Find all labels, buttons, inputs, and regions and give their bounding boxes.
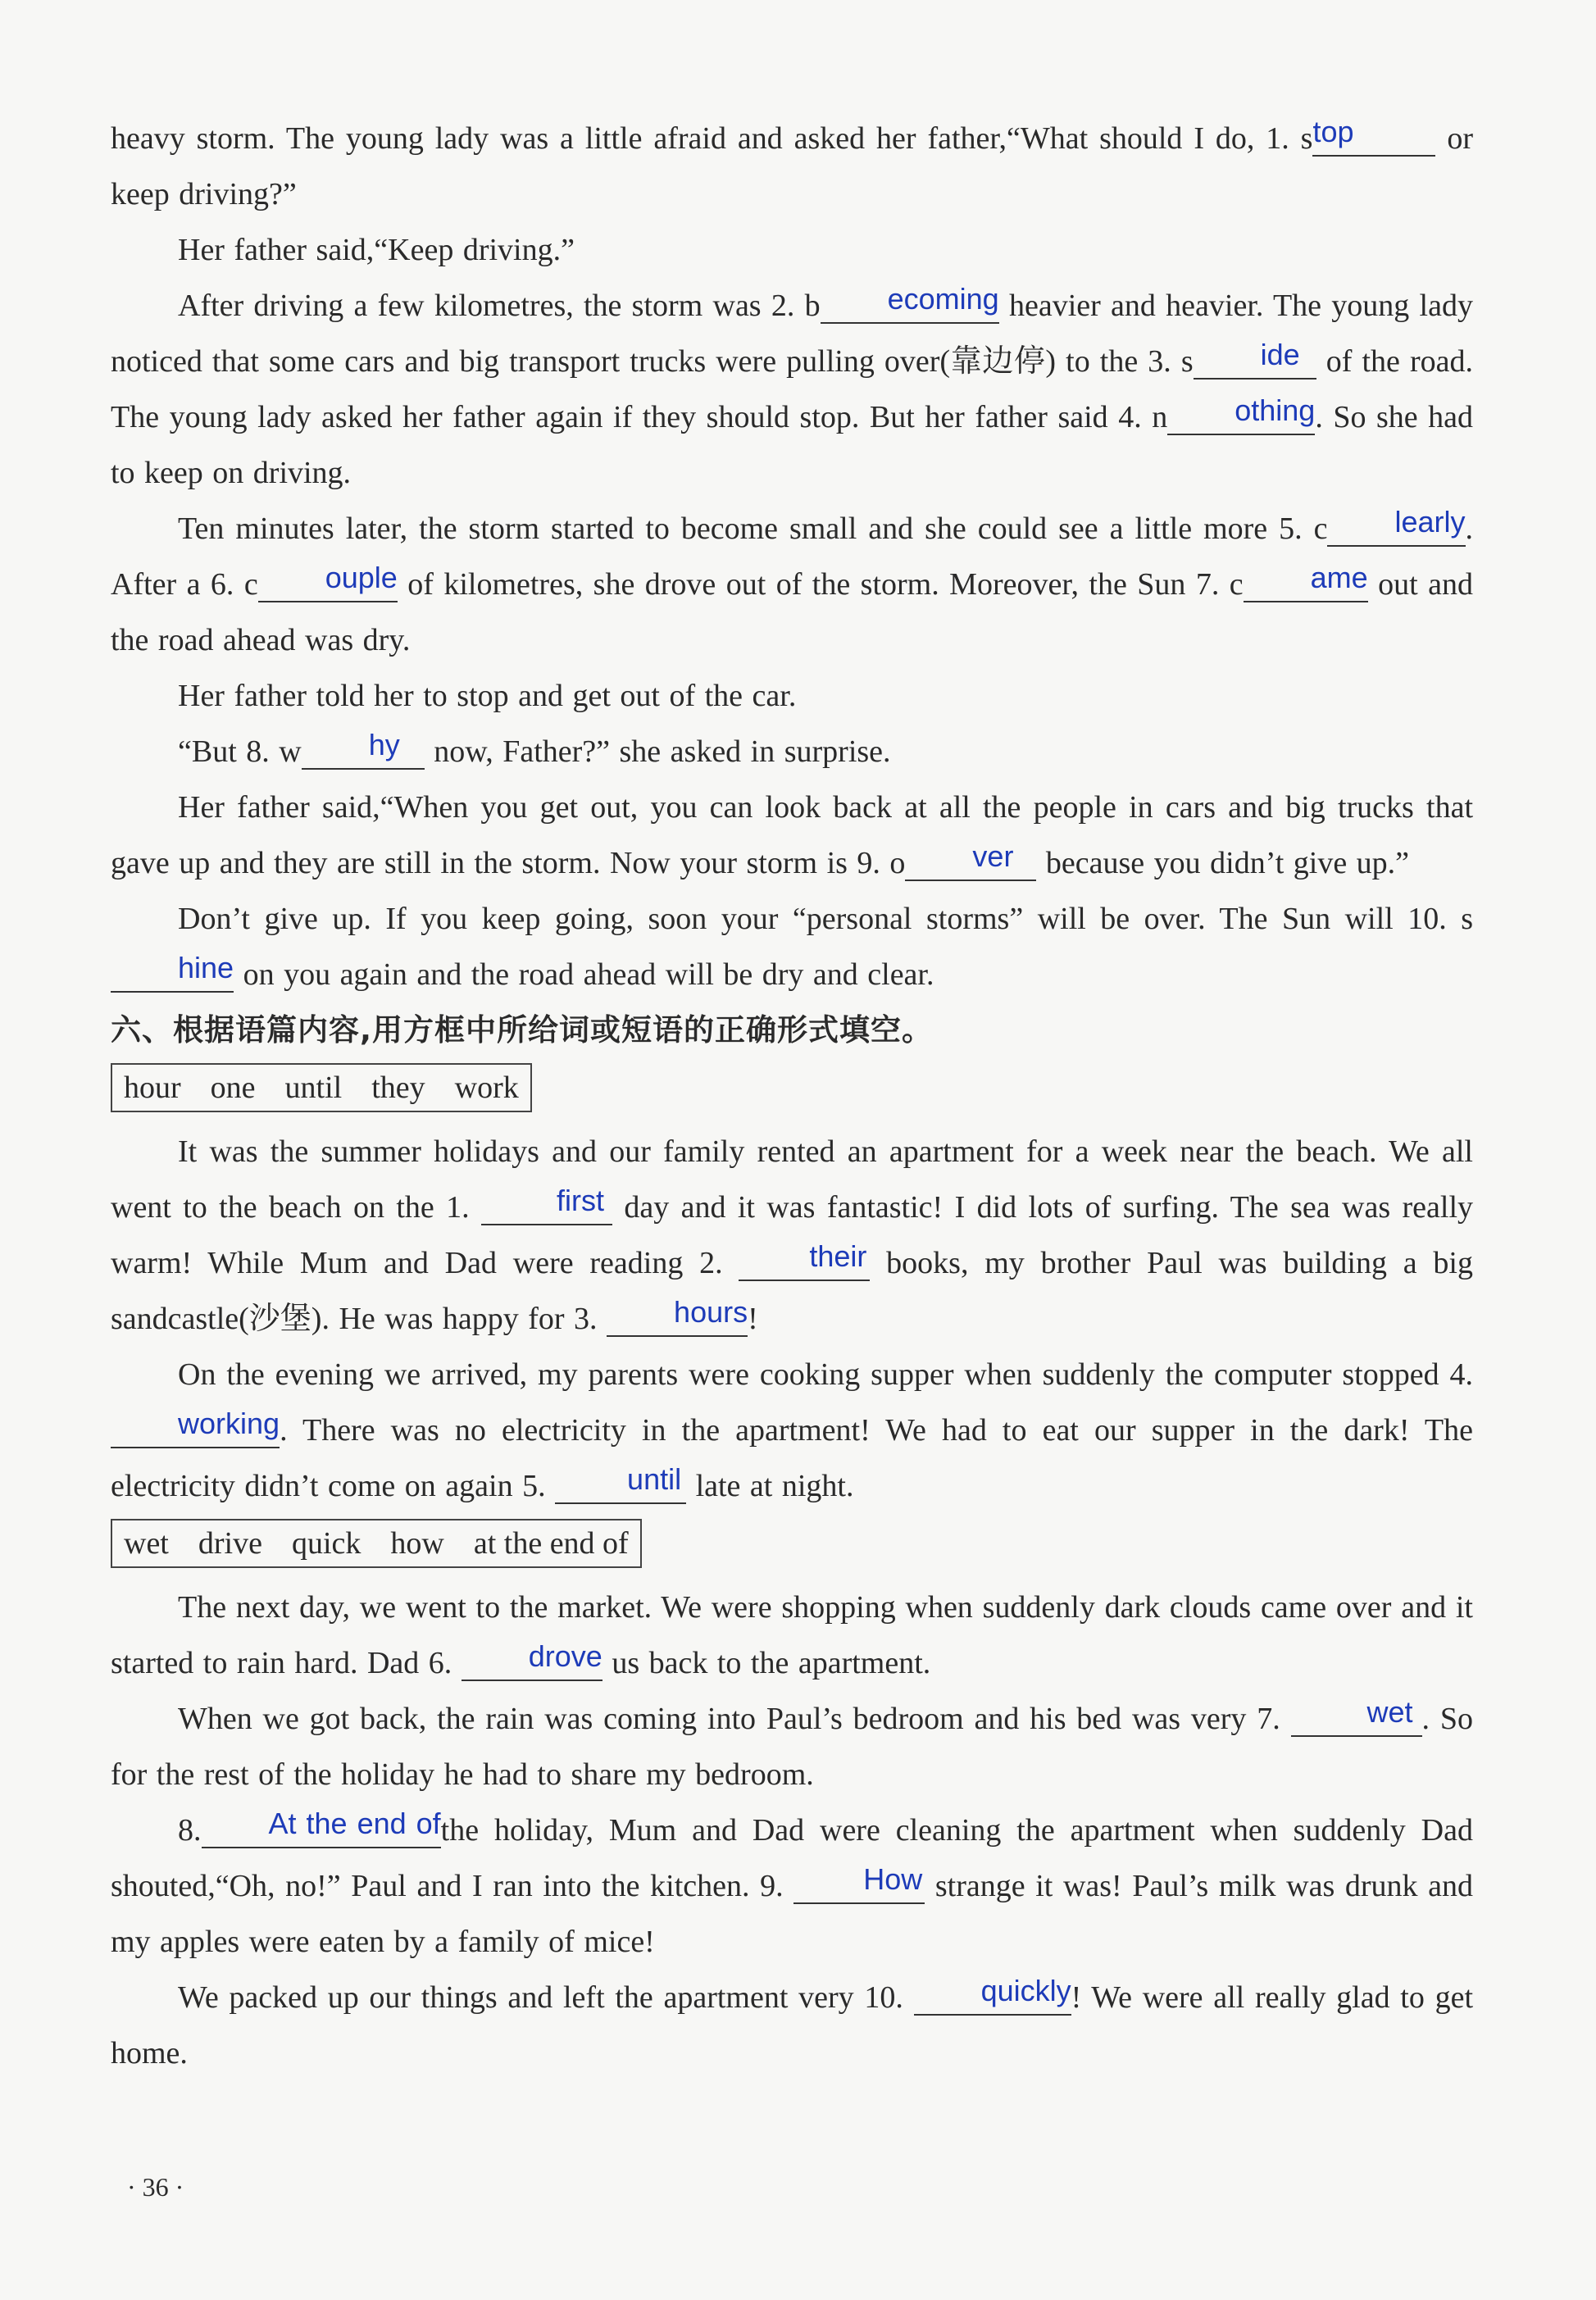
answer-text: drove — [528, 1639, 602, 1673]
page-number: · 36 · — [127, 2172, 184, 2202]
answer-text: top — [1312, 115, 1354, 148]
text: books, my brother Paul was building a big sandcastle(沙堡). He was happy for 3. — [111, 1246, 1473, 1336]
text: “But 8. w — [178, 734, 302, 769]
paragraph — [111, 111, 1473, 222]
answer-blank — [462, 1639, 602, 1681]
answer-blank — [302, 728, 425, 770]
text: On the evening we arrived, my parents were cooking supper when suddenly the computer stopped 4. — [178, 1357, 1473, 1392]
word-option: they — [371, 1070, 425, 1105]
paragraph — [111, 668, 1473, 724]
paragraph — [111, 501, 1473, 668]
answer-text: ecoming — [887, 282, 999, 316]
text: 1. s — [1266, 121, 1313, 156]
paragraph — [111, 891, 1473, 1002]
word-option: how — [390, 1526, 444, 1561]
text: We all went to the beach on the 1. — [111, 1134, 1473, 1225]
word-box — [111, 1063, 532, 1112]
text: . After a 6. c — [111, 511, 1473, 602]
answer-text: At the end of — [268, 1807, 441, 1840]
answer-blank — [739, 1239, 870, 1281]
text: Her father told her to stop and get out of the car. — [178, 679, 797, 713]
answer-text: hours — [674, 1295, 748, 1329]
text: Don’t give up. If you keep going, soon your “personal storms” will be over. The Sun will 10. s — [178, 902, 1473, 936]
answer-text: ver — [972, 839, 1014, 873]
word-option: one — [210, 1070, 256, 1105]
text: now, Father?” she asked in surprise. — [424, 734, 891, 769]
paragraph — [111, 1970, 1473, 2081]
answer-blank — [905, 839, 1036, 881]
paragraph — [111, 1347, 1473, 1514]
answer-blank — [1244, 561, 1368, 602]
answer-text: until — [627, 1462, 682, 1496]
answer-text: hine — [178, 951, 234, 984]
text: Her father said,“When you get out, you can look back at all the people in cars and big trucks that gave up and they are still in the storm. Now your storm is 9. o — [111, 790, 1473, 880]
word-option: at the end of — [473, 1526, 629, 1561]
text: the holiday, Mum and Dad were cleaning the apartment when suddenly Dad shouted,“Oh, no!” Paul and I ran into the kitchen. 9. — [111, 1813, 1473, 1903]
text: We packed up our things and left the apartment very 10. — [178, 1980, 914, 2015]
text: late at night. — [686, 1469, 854, 1503]
answer-text: ide — [1260, 338, 1300, 371]
answer-text: wet — [1366, 1695, 1413, 1729]
answer-blank — [793, 1862, 925, 1904]
paragraph — [111, 278, 1473, 501]
paragraph — [111, 222, 1473, 278]
text: heavier and heavier. The young lady noticed that some cars and big transport trucks were pulling over(靠边停) to the 3. s — [111, 289, 1473, 379]
text: When we got back, the rain was coming into Paul’s bedroom and his bed was very 7. — [178, 1702, 1291, 1736]
text: heavy storm. The young lady was a little afraid and asked her father,“What should I do, — [111, 121, 1255, 156]
word-option: until — [284, 1070, 343, 1105]
answer-text: ouple — [325, 561, 398, 594]
text: Ten minutes later, the storm started to become small and she could see a little more 5. c — [178, 511, 1328, 546]
paragraph — [111, 1802, 1473, 1970]
answer-text: othing — [1235, 393, 1316, 427]
answer-blank — [821, 282, 999, 324]
paragraph — [111, 1124, 1473, 1347]
paragraph — [111, 780, 1473, 891]
text: out and the road ahead was dry. — [111, 567, 1473, 657]
answer-blank — [111, 1407, 280, 1448]
text: day and it was fantastic! I did lots of surfing. The sea was really warm! While Mum and Dad were reading 2. — [111, 1190, 1473, 1280]
word-option: wet — [124, 1526, 169, 1561]
answer-blank — [258, 561, 398, 602]
text: or keep driving?” — [111, 121, 1474, 211]
text: Her father said,“Keep driving.” — [178, 233, 575, 267]
answer-blank — [914, 1974, 1071, 2016]
text: on you again and the road ahead will be dry and clear. — [234, 957, 934, 992]
answer-text: hy — [368, 728, 400, 761]
text: ! — [748, 1302, 758, 1336]
word-option: work — [454, 1070, 519, 1105]
text: After driving a few kilometres, the storm was 2. b — [178, 289, 821, 323]
text: . So for the rest of the holiday he had to share my bedroom. — [111, 1702, 1473, 1792]
text: of kilometres, she drove out of the storm. Moreover, the Sun 7. c — [397, 567, 1244, 602]
paragraph — [111, 724, 1473, 780]
answer-blank — [555, 1462, 686, 1504]
text: . There was no electricity in the apartment! We had to eat our supper in the dark! The electricity didn’t come on again 5. — [111, 1413, 1473, 1503]
paragraph — [111, 1580, 1473, 1691]
word-option: drive — [198, 1526, 262, 1561]
answer-text: ame — [1310, 561, 1368, 594]
answer-text: How — [863, 1862, 923, 1896]
answer-blank — [1327, 505, 1466, 547]
answer-blank — [111, 951, 234, 993]
text: It was the summer holidays and our family rented an apartment for a week near the beach. — [178, 1134, 1377, 1169]
answer-blank — [1312, 115, 1435, 157]
section-heading: 六、根据语篇内容,用方框中所给词或短语的正确形式填空。 — [111, 1012, 934, 1048]
answer-text: working — [178, 1407, 280, 1440]
text: 8. — [178, 1813, 202, 1848]
word-option: hour — [124, 1070, 181, 1105]
word-option: quick — [291, 1526, 361, 1561]
answer-blank — [202, 1807, 441, 1848]
text: ! We were all really glad to get home. — [111, 1980, 1474, 2070]
answer-blank — [481, 1184, 612, 1225]
answer-text: learly — [1394, 505, 1466, 539]
word-box — [111, 1519, 642, 1568]
text: strange it was! Paul’s milk was drunk and my apples were eaten by a family of mice! — [111, 1869, 1473, 1959]
text: of the road. The young lady asked her father again if they should stop. But her father said 4. n — [111, 344, 1473, 434]
answer-text: their — [809, 1239, 867, 1273]
answer-blank — [1291, 1695, 1422, 1737]
answer-text: quickly — [980, 1974, 1071, 2007]
answer-blank — [1167, 393, 1316, 435]
text: The next day, we went to the market. We were shopping when suddenly dark clouds came over and it started to rain hard. Dad 6. — [111, 1590, 1473, 1680]
text: . So she had to keep on driving. — [111, 400, 1474, 490]
answer-blank — [607, 1295, 748, 1337]
text: because you didn’t give up.” — [1036, 846, 1410, 880]
text: us back to the apartment. — [602, 1646, 931, 1680]
paragraph — [111, 1691, 1473, 1802]
answer-text: first — [557, 1184, 604, 1217]
answer-blank — [1194, 338, 1316, 380]
